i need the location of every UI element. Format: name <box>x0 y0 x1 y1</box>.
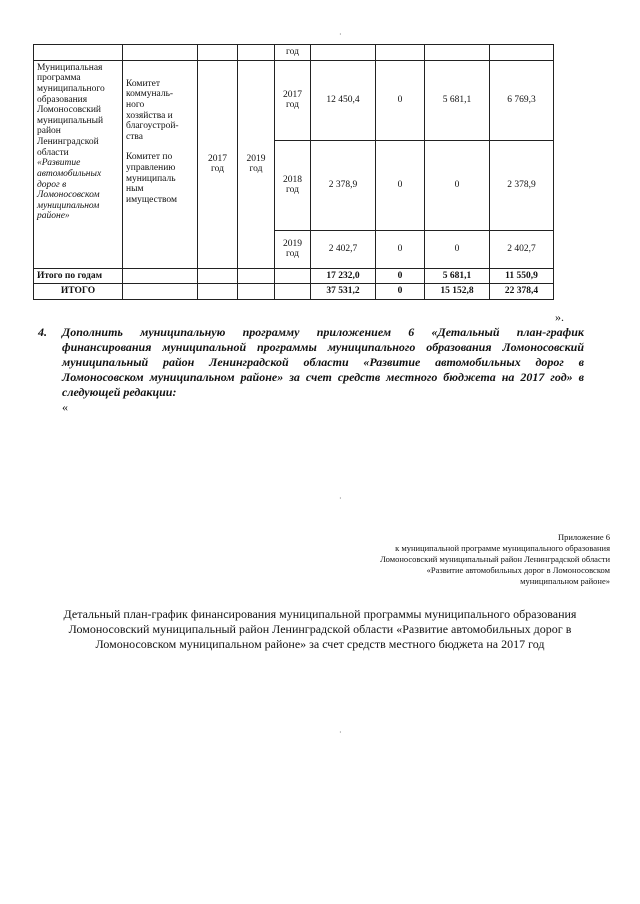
appendix-line: «Развитие автомобильных дорог в Ломоносовском <box>426 565 610 575</box>
executor-cell: Комитет коммуналь- ного хозяйства и благоустрой- ства Комитет по управлению муниципаль ным имуществом <box>123 60 198 268</box>
end-year-cell: 2019 год <box>238 60 275 268</box>
total-cell: 37 531,2 <box>311 284 376 300</box>
document-title: Детальный план-график финансирования муниципальной программы муниципального образования Ломоносовский муниципальный район Ленинградской области «Развитие автомобильных дорог в Ломоносовском муниципальном районе» за счет средств местного бюджета на 2017 год <box>63 607 577 651</box>
federal-cell: 0 <box>376 284 425 300</box>
table-row <box>34 45 554 61</box>
local-cell: 11 550,9 <box>490 268 554 284</box>
table-row <box>34 60 554 140</box>
total-cell: 12 450,4 <box>311 60 376 140</box>
year-cell: 2018 год <box>275 140 311 230</box>
year-cell: 2019 год <box>275 230 311 268</box>
totals-by-year-row <box>34 268 554 284</box>
total-cell: 17 232,0 <box>311 268 376 284</box>
totals-label: Итого по годам <box>34 268 123 284</box>
paragraph-4 <box>38 325 584 400</box>
start-year-cell: 2017 год <box>198 60 238 268</box>
year-cell: год <box>275 45 311 61</box>
grand-total-row <box>34 284 554 300</box>
paragraph-number: 4. <box>38 325 47 339</box>
federal-cell: 0 <box>376 60 425 140</box>
scan-dot: · <box>339 494 342 503</box>
appendix-line: муниципальном районе» <box>520 576 610 586</box>
local-cell: 6 769,3 <box>490 60 554 140</box>
regional-cell: 5 681,1 <box>425 268 490 284</box>
year-cell: 2017 год <box>275 60 311 140</box>
scan-dot: · <box>339 728 342 737</box>
closing-quote: ». <box>555 310 564 324</box>
regional-cell: 0 <box>425 140 490 230</box>
regional-cell: 5 681,1 <box>425 60 490 140</box>
financing-table <box>33 44 554 300</box>
federal-cell: 0 <box>376 140 425 230</box>
appendix-line: Ломоносовский муниципальный район Ленинградской области <box>380 554 610 564</box>
appendix-line: к муниципальной программе муниципального образования <box>395 543 610 553</box>
grand-total-label: ИТОГО <box>34 284 123 300</box>
program-name-cell: Муниципальная программа муниципального образования Ломоносовский муниципальный район Ленинградской области «Развитие автомобильных дорог в Ломоносовском муниципальном районе» <box>34 60 123 268</box>
scan-dot: · <box>339 30 342 39</box>
local-cell: 2 378,9 <box>490 140 554 230</box>
appendix-line: Приложение 6 <box>558 532 610 542</box>
total-cell: 2 378,9 <box>311 140 376 230</box>
local-cell: 2 402,7 <box>490 230 554 268</box>
opening-quote: « <box>62 400 68 414</box>
paragraph-text: Дополнить муниципальную программу приложением 6 «Детальный план-график финансирования муниципальной программы муниципального образования Ломоносовский муниципальный район Ленинградской области «Развитие автомобильных дорог в Ломоносовском муниципальном районе» за счет средств местного бюджета на 2017 год» в следующей редакции: <box>62 325 584 399</box>
federal-cell: 0 <box>376 230 425 268</box>
local-cell: 22 378,4 <box>490 284 554 300</box>
regional-cell: 15 152,8 <box>425 284 490 300</box>
appendix-header <box>310 532 610 587</box>
total-cell: 2 402,7 <box>311 230 376 268</box>
federal-cell: 0 <box>376 268 425 284</box>
regional-cell: 0 <box>425 230 490 268</box>
